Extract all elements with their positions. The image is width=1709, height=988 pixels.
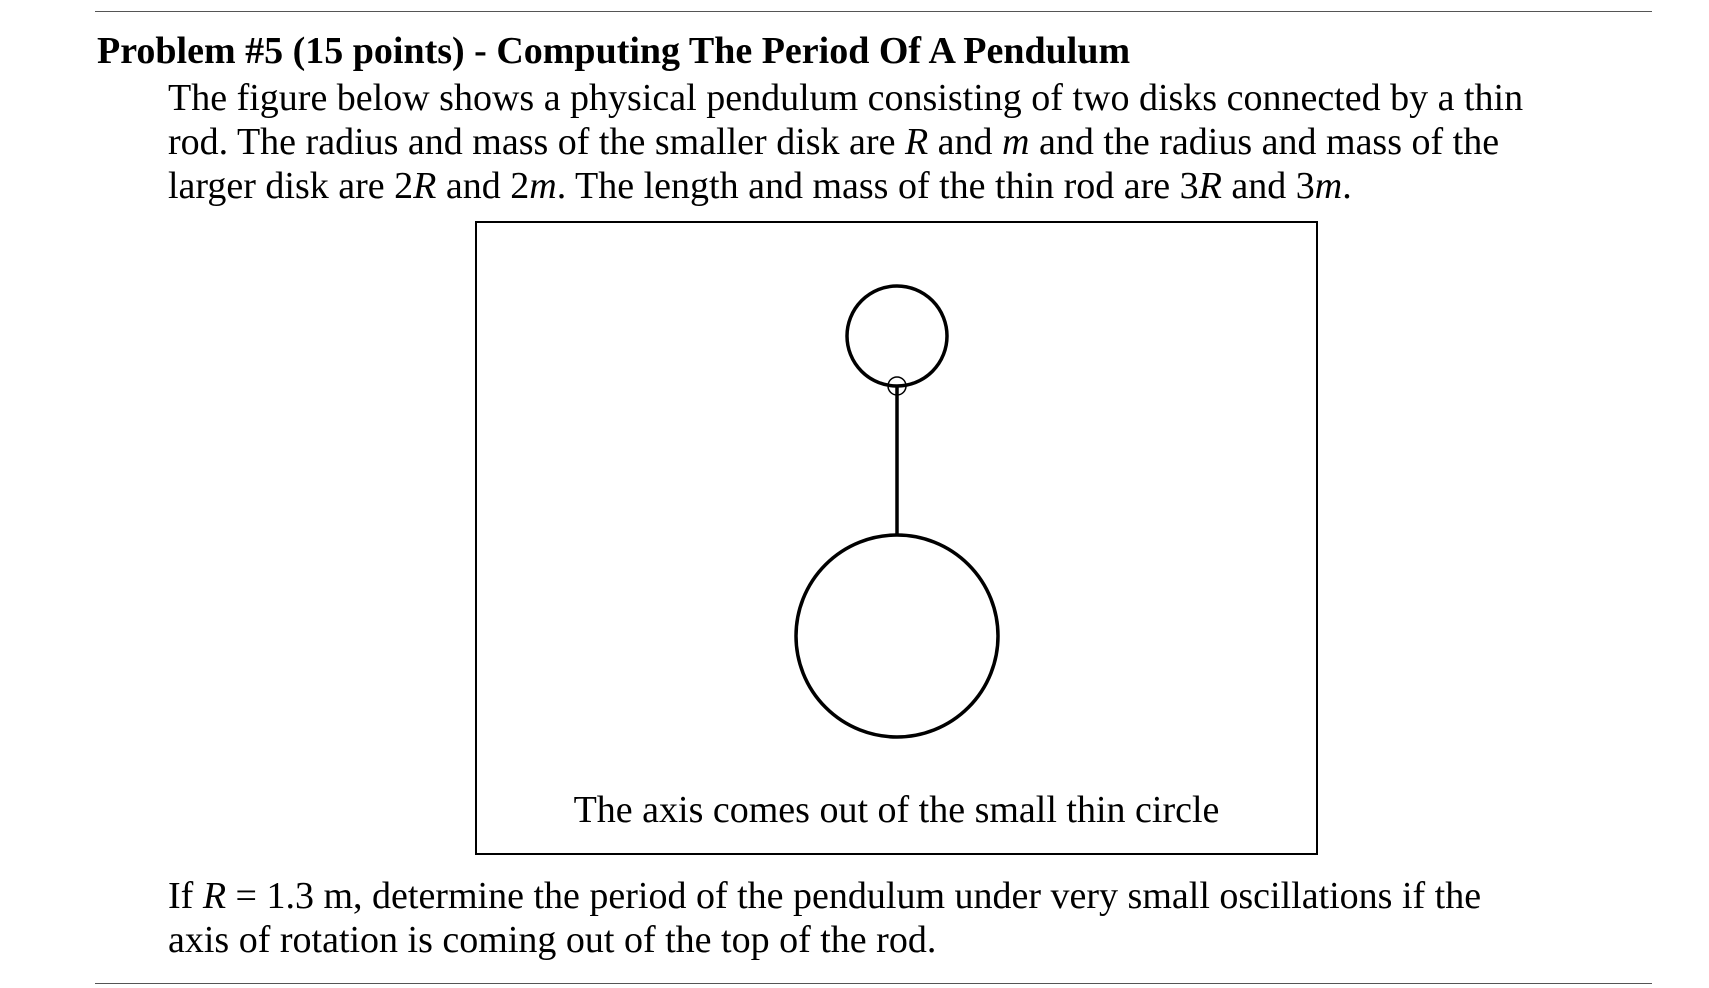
text-segment: rod. The radius and mass of the smaller disk are [168, 121, 905, 163]
question-line-2: axis of rotation is coming out of the top of the rod. [168, 919, 937, 961]
bottom-rule [95, 983, 1652, 984]
var-m: m [1002, 121, 1030, 163]
large-disk [796, 535, 998, 737]
var-m: m [529, 165, 557, 207]
pendulum-figure [475, 221, 1318, 855]
description-line-2 [168, 120, 1523, 164]
problem-title: Problem #5 (15 points) - Computing The Period Of A Pendulum [97, 30, 1131, 72]
text-segment: and 3 [1221, 165, 1315, 207]
var-R: R [904, 121, 929, 163]
var-R: R [1198, 165, 1222, 207]
text-segment: and 2 [436, 165, 530, 207]
text-segment: . [1342, 165, 1352, 207]
description-line-1: The figure below shows a physical pendulum consisting of two disks connected by a thin [168, 77, 1524, 119]
text-segment: If [168, 875, 203, 917]
text-segment: and [928, 121, 1003, 163]
problem-question [168, 874, 1481, 962]
figure-caption: The axis comes out of the small thin circle [573, 789, 1220, 831]
question-line-1 [168, 874, 1481, 918]
text-segment: = 1.3 m, determine the period of the pendulum under very small oscillations if the [226, 875, 1482, 917]
problem-description [168, 76, 1523, 208]
text-segment: . The length and mass of the thin rod are 3 [556, 165, 1199, 207]
small-disk [847, 286, 947, 386]
var-R: R [413, 165, 437, 207]
top-rule [95, 11, 1652, 12]
var-m: m [1314, 165, 1343, 207]
var-R: R [202, 875, 227, 917]
text-segment: larger disk are 2 [168, 165, 414, 207]
pendulum-diagram [477, 223, 1320, 857]
description-line-3 [168, 164, 1523, 208]
text-segment: and the radius and mass of the [1029, 121, 1500, 163]
